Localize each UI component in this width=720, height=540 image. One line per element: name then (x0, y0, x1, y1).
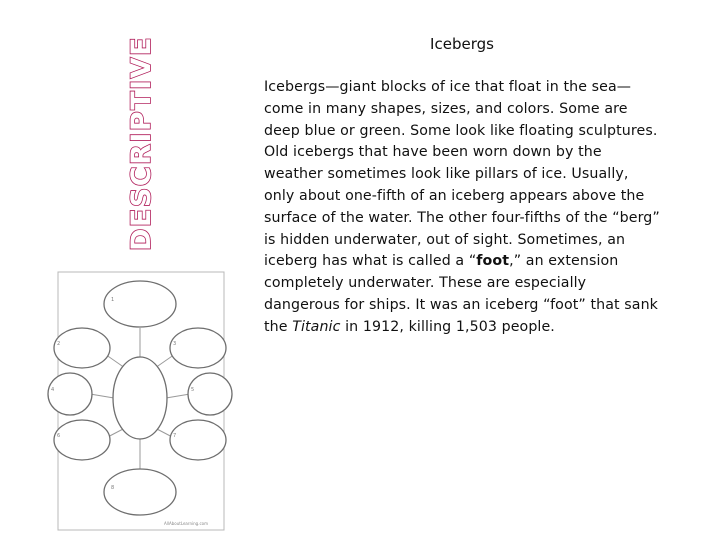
page-title: Icebergs (430, 35, 494, 53)
organizer-oval-6 (54, 420, 110, 460)
passage-part-2: ,” an extension completely underwater. These are especially dangerous for ships. It was an iceberg “foot” that sank the (264, 253, 658, 335)
organizer-number: 2 (57, 341, 61, 347)
organizer-oval-3 (170, 328, 226, 368)
graphic-organizer-diagram (40, 270, 240, 534)
passage-text (264, 77, 662, 339)
organizer-oval-2 (54, 328, 110, 368)
passage-bold-foot: foot (476, 253, 510, 270)
passage-part-1: Icebergs—giant blocks of ice that float in the sea—come in many shapes, sizes, and colors. Some are deep blue or green. Some look like floating sculptures. Old icebergs that have been worn down by the weather sometimes look like pillars of ice. Usually, only about one-fifth of an iceberg appears above the surface of the water. The other four-fifths of the “berg” is hidden underwater, out of sight. Sometimes, an iceberg has what is called a “ (264, 79, 660, 270)
organizer-number: 1 (111, 297, 115, 303)
organizer-number: 3 (173, 341, 177, 347)
organizer-number: 5 (191, 387, 195, 393)
passage-italic-titanic: Titanic (292, 318, 341, 335)
organizer-center-oval (113, 357, 167, 439)
organizer-number: 7 (173, 433, 177, 439)
graphic-organizer-image (40, 270, 240, 534)
descriptive-label (122, 36, 162, 250)
organizer-oval-7 (170, 420, 226, 460)
organizer-oval-8 (104, 469, 176, 515)
organizer-number: 8 (111, 485, 115, 491)
passage-part-3: in 1912, killing 1,503 people. (340, 318, 555, 335)
descriptive-label-text: DESCRIPTIVE (126, 35, 158, 251)
organizer-oval-5 (188, 373, 232, 415)
organizer-number: 4 (51, 387, 55, 393)
organizer-number: 6 (57, 433, 61, 439)
organizer-oval-4 (48, 373, 92, 415)
organizer-footer: AllAboutLearning.com (164, 521, 208, 526)
organizer-oval-1 (104, 281, 176, 327)
